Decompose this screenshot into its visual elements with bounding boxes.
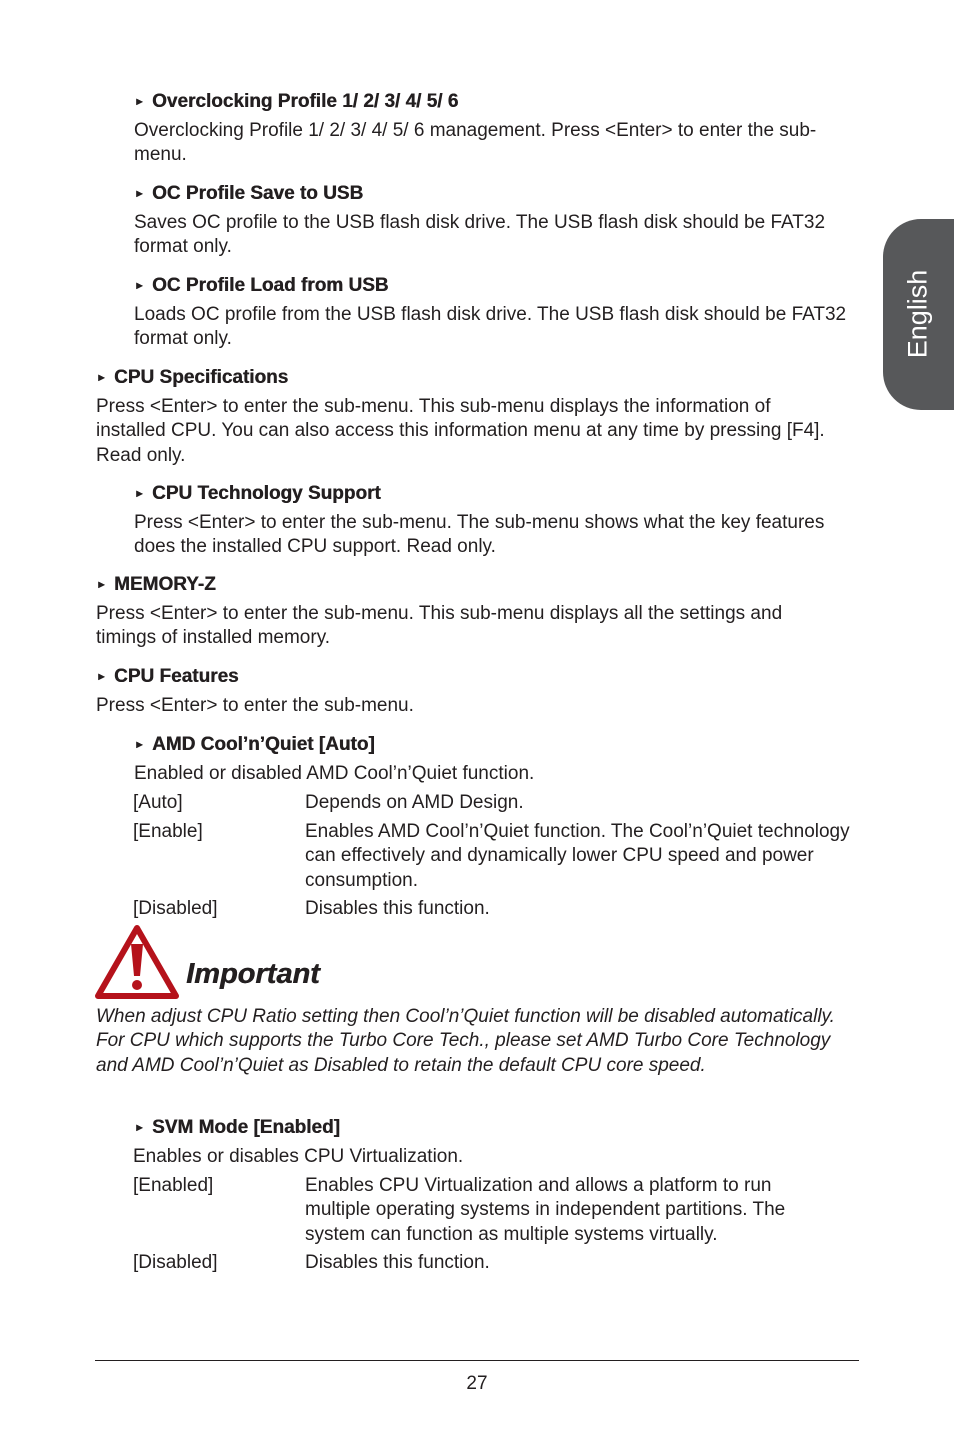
cpu-features-text: Press <Enter> to enter the sub-menu. bbox=[96, 695, 414, 716]
option-desc: Enables CPU Virtualization and allows a platform to run multiple operating systems in independent partitions. The system can function as multiple systems virtually. bbox=[305, 1175, 786, 1245]
language-tab-label: English bbox=[902, 269, 933, 359]
cpu-tech-text: Press <Enter> to enter the sub-menu. The sub-menu shows what the key features does the installed CPU support. Read only. bbox=[134, 512, 825, 558]
option-key: [Auto] bbox=[133, 792, 183, 813]
option-desc: Disables this function. bbox=[305, 1252, 490, 1273]
bullet-arrow-icon: ► bbox=[134, 1122, 145, 1134]
page-number: 27 bbox=[466, 1373, 488, 1394]
memory-z-title: MEMORY-Z bbox=[114, 574, 216, 595]
memory-z-text: Press <Enter> to enter the sub-menu. This sub-menu displays all the settings and timings of installed memory. bbox=[96, 603, 783, 649]
oc-save-text: Saves OC profile to the USB flash disk drive. The USB flash disk should be FAT32 format only. bbox=[134, 212, 826, 258]
cpu-tech-heading bbox=[134, 483, 381, 505]
warning-triangle-icon bbox=[94, 924, 180, 1000]
memory-z-heading bbox=[96, 574, 216, 596]
cool-n-quiet-heading bbox=[134, 734, 375, 756]
option-key: [Disabled] bbox=[133, 898, 218, 919]
bullet-arrow-icon: ► bbox=[96, 372, 107, 384]
important-title: Important bbox=[186, 958, 320, 990]
cpu-spec-title: CPU Specifications bbox=[114, 367, 289, 388]
bullet-arrow-icon: ► bbox=[134, 280, 145, 292]
cpu-spec-text: Press <Enter> to enter the sub-menu. This sub-menu displays the information of installed CPU. You can also access this information menu at any time by pressing [F4]. Read only. bbox=[96, 396, 825, 466]
cpu-features-heading bbox=[96, 666, 239, 688]
oc-profile-title: Overclocking Profile 1/ 2/ 3/ 4/ 5/ 6 bbox=[152, 91, 459, 112]
oc-save-heading bbox=[134, 183, 363, 205]
oc-load-heading bbox=[134, 275, 388, 297]
cpu-tech-title: CPU Technology Support bbox=[152, 483, 381, 504]
option-desc: Disables this function. bbox=[305, 898, 490, 919]
svm-mode-text: Enables or disables CPU Virtualization. bbox=[133, 1146, 464, 1167]
important-text: When adjust CPU Ratio setting then Cool’n’Quiet function will be disabled automatically. For CPU which supports the Turbo Core Tech., please set AMD Turbo Core Technology and AMD Cool’n’Quiet as Disabled to retain the default CPU core speed. bbox=[96, 1006, 835, 1076]
svm-mode-title: SVM Mode [Enabled] bbox=[152, 1117, 340, 1138]
oc-profile-heading bbox=[134, 91, 458, 113]
bullet-arrow-icon: ► bbox=[134, 188, 145, 200]
cpu-spec-heading bbox=[96, 367, 288, 389]
option-key: [Enabled] bbox=[133, 1175, 214, 1196]
svm-mode-heading bbox=[134, 1117, 340, 1139]
option-key: [Enable] bbox=[133, 821, 203, 842]
oc-load-text: Loads OC profile from the USB flash disk drive. The USB flash disk should be FAT32 format only. bbox=[134, 304, 847, 350]
option-desc: Enables AMD Cool’n’Quiet function. The Cool’n’Quiet technology can effectively and dynamically lower CPU speed and power consumption. bbox=[305, 821, 850, 891]
oc-save-title: OC Profile Save to USB bbox=[152, 183, 364, 204]
oc-load-title: OC Profile Load from USB bbox=[152, 275, 389, 296]
bullet-arrow-icon: ► bbox=[96, 579, 107, 591]
bullet-arrow-icon: ► bbox=[134, 96, 145, 108]
bullet-arrow-icon: ► bbox=[134, 739, 145, 751]
cpu-features-title: CPU Features bbox=[114, 666, 239, 687]
cool-n-quiet-title: AMD Cool’n’Quiet [Auto] bbox=[152, 734, 375, 755]
cool-n-quiet-text: Enabled or disabled AMD Cool’n’Quiet function. bbox=[134, 763, 535, 784]
bullet-arrow-icon: ► bbox=[134, 488, 145, 500]
option-key: [Disabled] bbox=[133, 1252, 218, 1273]
footer-divider bbox=[95, 1360, 859, 1361]
bullet-arrow-icon: ► bbox=[96, 671, 107, 683]
option-desc: Depends on AMD Design. bbox=[305, 792, 524, 813]
oc-profile-text: Overclocking Profile 1/ 2/ 3/ 4/ 5/ 6 management. Press <Enter> to enter the sub-menu. bbox=[134, 120, 817, 166]
